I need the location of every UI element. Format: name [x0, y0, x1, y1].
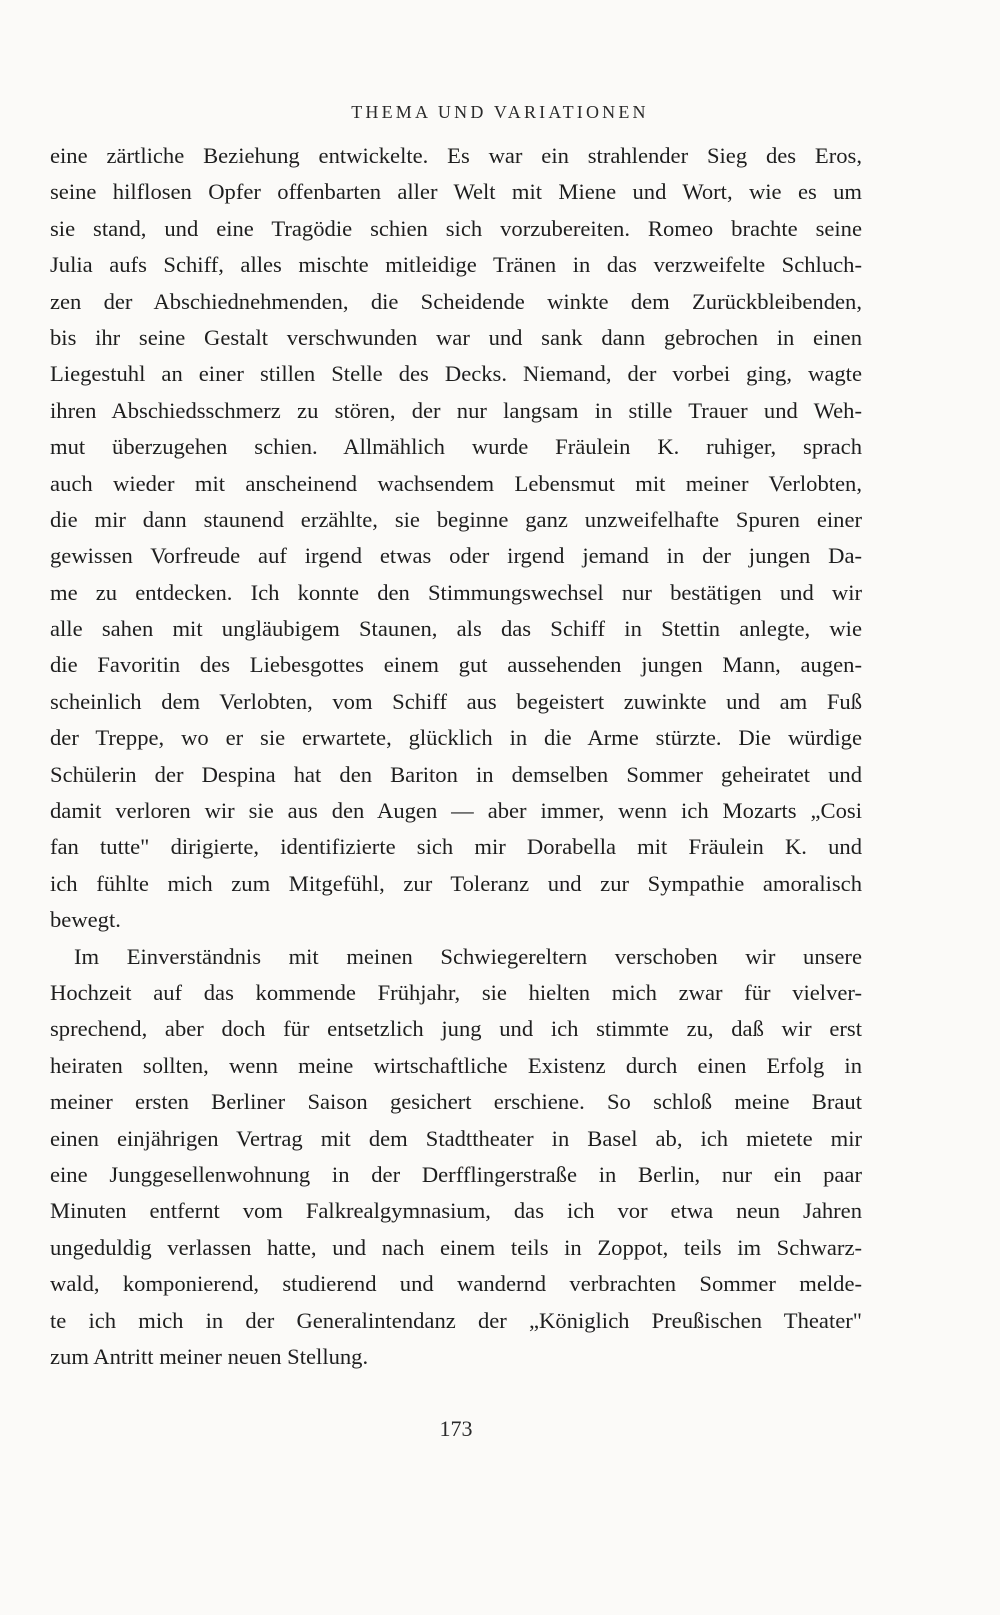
text-line: ihren Abschiedsschmerz zu stören, der nur langsam in stille Trauer und Weh-: [50, 397, 862, 423]
page-number: 173: [439, 1416, 473, 1441]
text-line: Hochzeit auf das kommende Frühjahr, sie hielten mich zwar für vielver-: [50, 979, 862, 1005]
text-line: bewegt.: [50, 907, 121, 933]
text-line: der Treppe, wo er sie erwartete, glücklich in die Arme stürzte. Die würdige: [50, 725, 862, 751]
text-line: auch wieder mit anscheinend wachsendem Lebensmut mit meiner Verlobten,: [50, 470, 862, 496]
text-line: sprechend, aber doch für entsetzlich jung und ich stimmte zu, daß wir erst: [50, 1016, 862, 1042]
text-line: zen der Abschiednehmenden, die Scheidende winkte dem Zurückbleibenden,: [50, 288, 862, 314]
text-line: ich fühlte mich zum Mitgefühl, zur Toleranz und zur Sympathie amoralisch: [50, 870, 862, 896]
body-text: [50, 138, 862, 1375]
text-line: damit verloren wir sie aus den Augen — aber immer, wenn ich Mozarts „Cosi: [50, 798, 862, 824]
text-line: Liegestuhl an einer stillen Stelle des Decks. Niemand, der vorbei ging, wagte: [50, 361, 862, 387]
text-line: mut überzugehen schien. Allmählich wurde Fräulein K. ruhiger, sprach: [50, 434, 862, 460]
running-head: THEMA UND VARIATIONEN: [351, 102, 649, 122]
text-line: einen einjährigen Vertrag mit dem Stadttheater in Basel ab, ich mietete mir: [50, 1125, 862, 1151]
text-line: wald, komponierend, studierend und wandernd verbrachten Sommer melde-: [50, 1271, 862, 1297]
text-line: alle sahen mit ungläubigem Staunen, als das Schiff in Stettin anlegte, wie: [50, 616, 862, 642]
text-line: scheinlich dem Verlobten, vom Schiff aus begeistert zuwinkte und am Fuß: [50, 688, 862, 714]
text-line: eine Junggesellenwohnung in der Derfflingerstraße in Berlin, nur ein paar: [50, 1161, 862, 1187]
text-line: fan tutte" dirigierte, identifizierte sich mir Dorabella mit Fräulein K. und: [50, 834, 862, 860]
text-line: Minuten entfernt vom Falkrealgymnasium, das ich vor etwa neun Jahren: [50, 1198, 862, 1224]
text-line: zum Antritt meiner neuen Stellung.: [50, 1343, 369, 1369]
text-line: me zu entdecken. Ich konnte den Stimmungswechsel nur bestätigen und wir: [50, 579, 862, 605]
text-line: eine zärtliche Beziehung entwickelte. Es war ein strahlender Sieg des Eros,: [50, 143, 862, 168]
text-line: Im Einverständnis mit meinen Schwiegereltern verschoben wir unsere: [74, 943, 862, 969]
text-line: gewissen Vorfreude auf irgend etwas oder irgend jemand in der jungen Da-: [50, 543, 862, 569]
text-line: meiner ersten Berliner Saison gesichert erschiene. So schloß meine Braut: [50, 1089, 862, 1115]
text-line: Schülerin der Despina hat den Bariton in demselben Sommer geheiratet und: [50, 761, 862, 787]
text-line: seine hilflosen Opfer offenbarten aller Welt mit Miene und Wort, wie es um: [50, 179, 862, 205]
text-line: Julia aufs Schiff, alles mischte mitleidige Tränen in das verzweifelte Schluch-: [50, 252, 862, 278]
text-line: ungeduldig verlassen hatte, und nach einem teils in Zoppot, teils im Schwarz-: [50, 1234, 862, 1260]
text-line: bis ihr seine Gestalt verschwunden war und sank dann gebrochen in einen: [50, 324, 862, 350]
text-line: sie stand, und eine Tragödie schien sich vorzubereiten. Romeo brachte seine: [50, 215, 862, 241]
paragraph-1: [50, 138, 862, 939]
text-line: te ich mich in der Generalintendanz der „Königlich Preußischen Theater": [50, 1307, 862, 1333]
paragraph-2: [50, 939, 862, 1376]
text-line: die Favoritin des Liebesgottes einem gut aussehenden jungen Mann, augen-: [50, 652, 862, 678]
text-line: heiraten sollten, wenn meine wirtschaftliche Existenz durch einen Erfolg in: [50, 1052, 862, 1078]
text-line: die mir dann staunend erzählte, sie beginne ganz unzweifelhafte Spuren einer: [50, 506, 862, 532]
